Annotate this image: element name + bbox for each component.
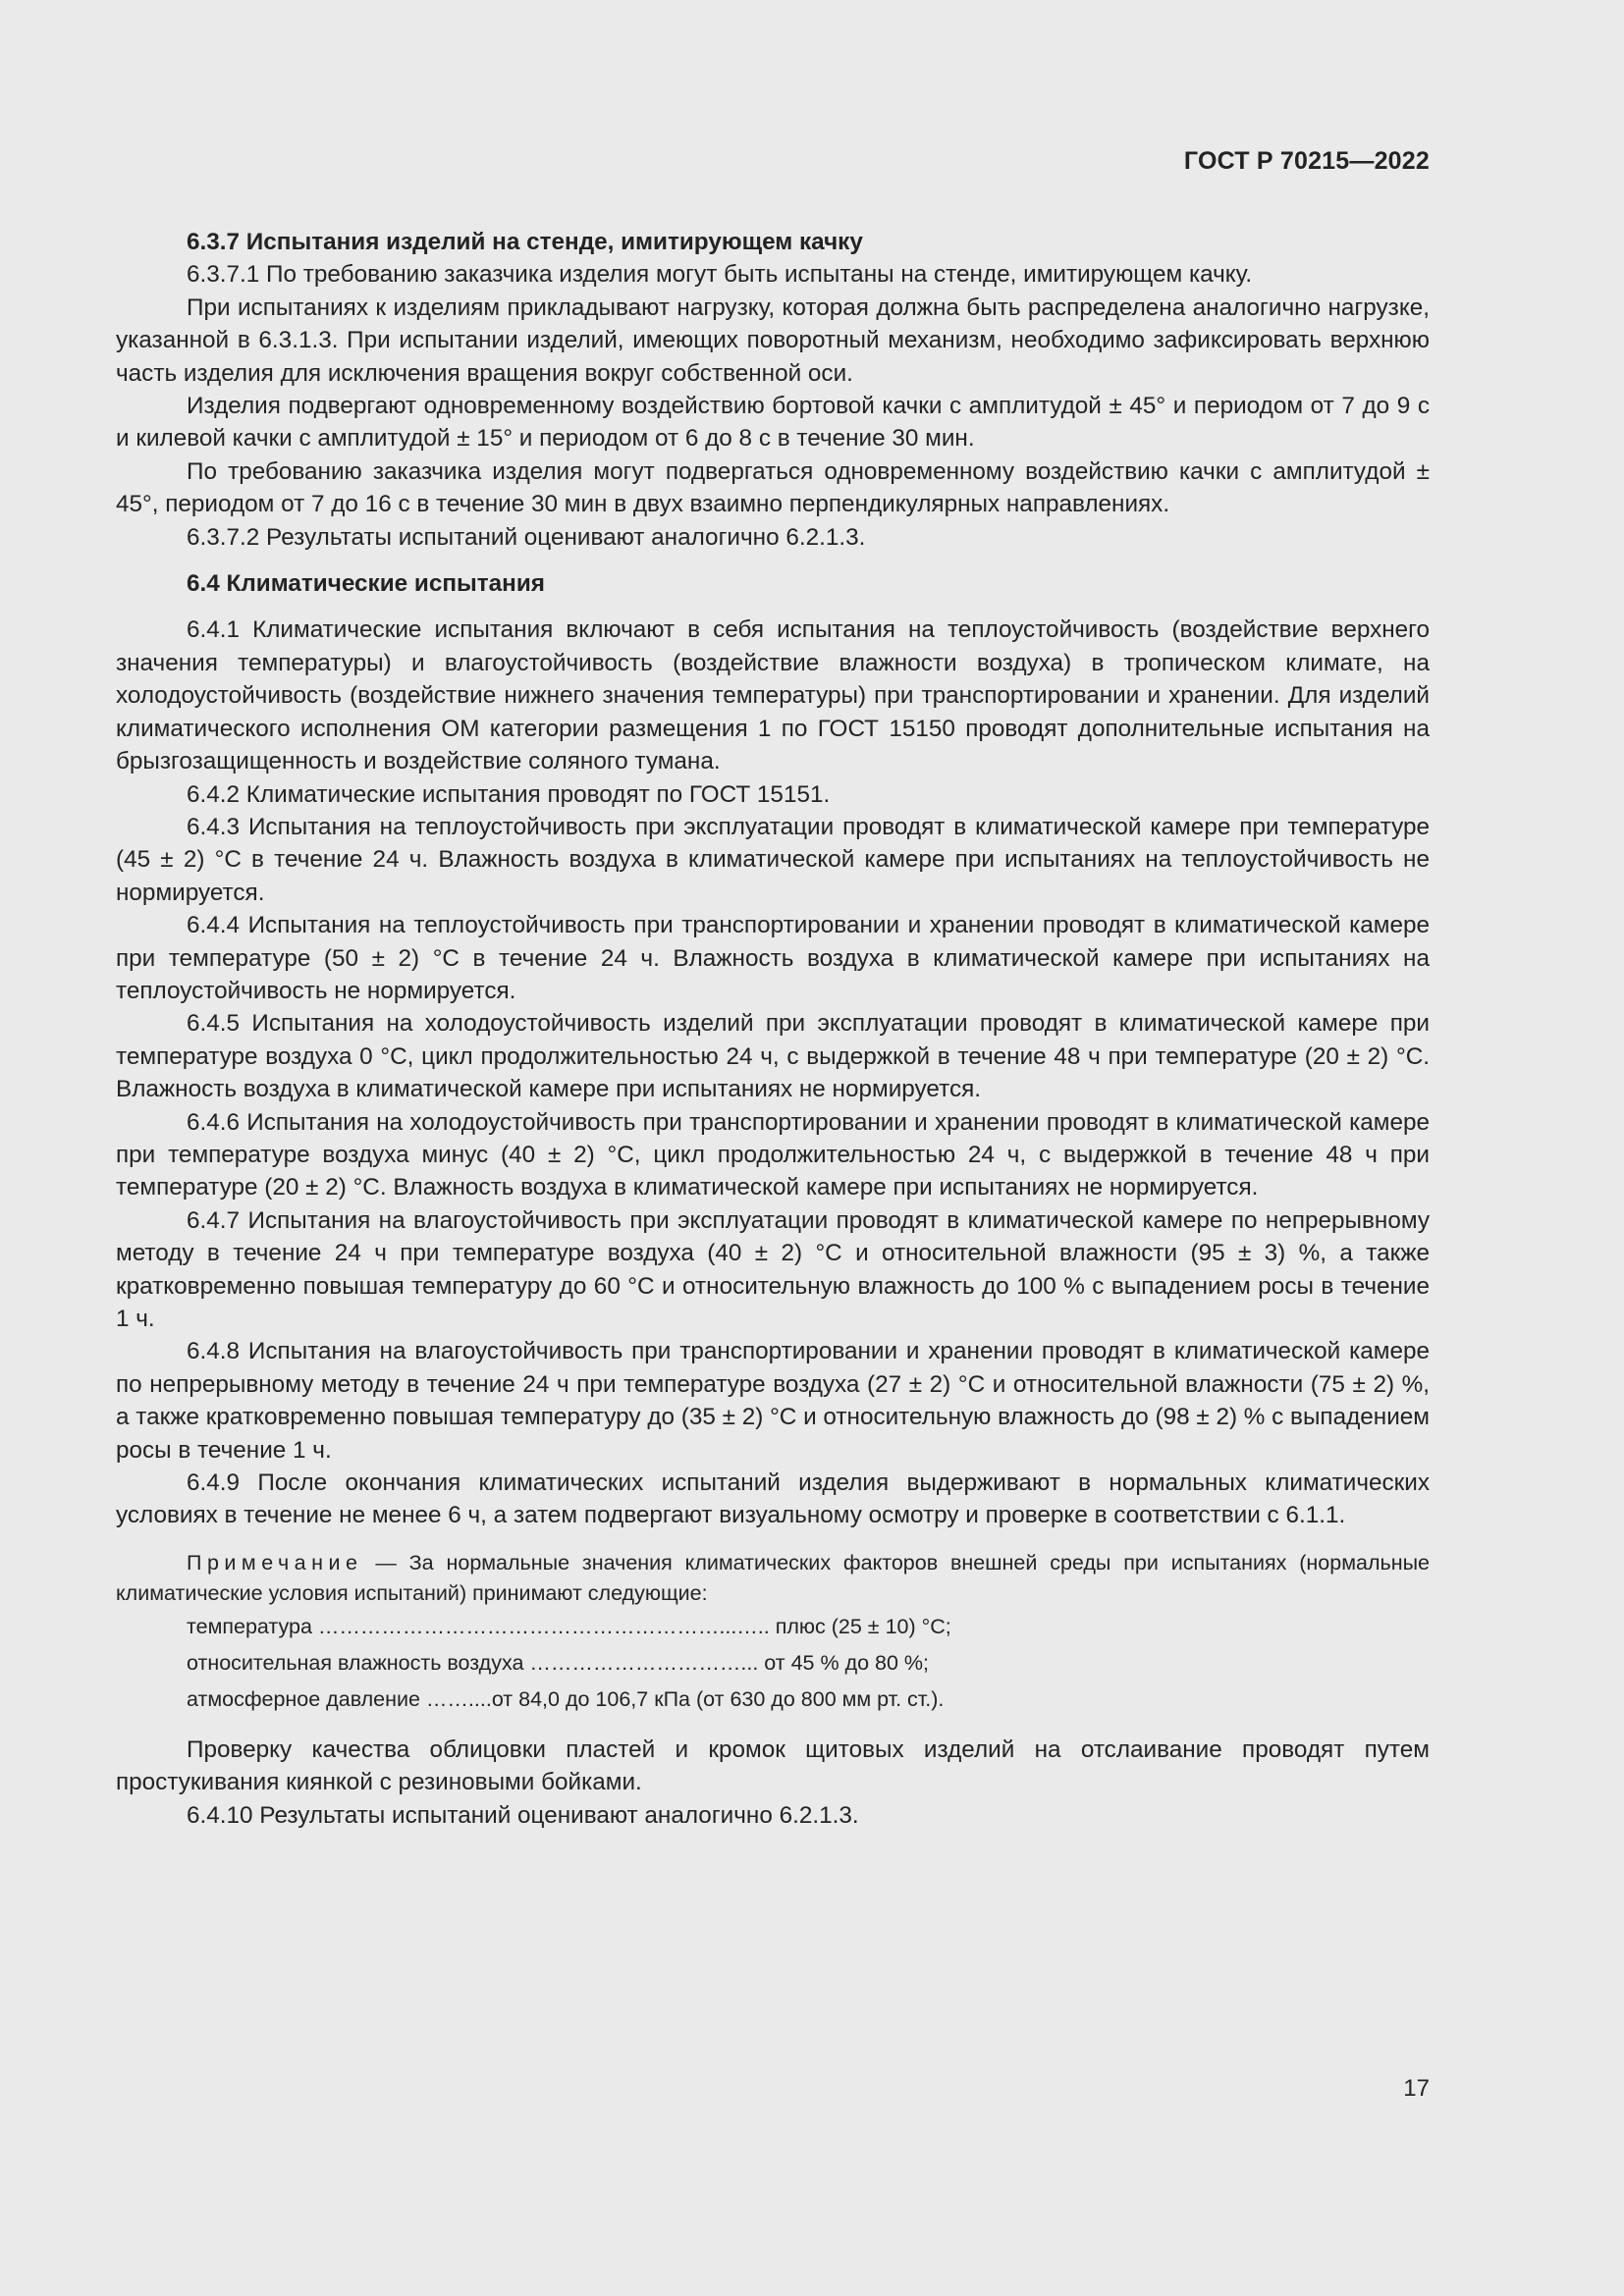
- paragraph-load: При испытаниях к изделиям прикладывают нагрузку, которая должна быть распределена аналогично нагрузке, указанной в 6.3.1.3. При испытании изделий, имеющих поворотный механизм, необходимо зафиксировать верхнюю часть изделия для исключения вращения вокруг собственной оси.: [116, 294, 1430, 387]
- note-item-humidity: относительная влажность воздуха …………………………... от 45 % до 80 %;: [187, 1650, 930, 1675]
- paragraph-6-3-7-1: 6.3.7.1 По требованию заказчика изделия могут быть испытаны на стенде, имитирующем качку.: [187, 261, 1253, 289]
- paragraph-6-4-2: 6.4.2 Климатические испытания проводят по ГОСТ 15151.: [187, 780, 831, 808]
- note-paragraph: [116, 1548, 1430, 1609]
- paragraph-6-4-9: 6.4.9 После окончания климатических испытаний изделия выдерживают в нормальных климатических условиях в течение не менее 6 ч, а затем подвергают визуальному осмотру и проверке в соответствии с 6.1.1.: [116, 1469, 1430, 1529]
- paragraph-6-4-8: 6.4.8 Испытания на влагоустойчивость при транспортировании и хранении проводят в климатической камере по непрерывному методу в течение 24 ч при температуре воздуха (27 ± 2) °С и относительной влажности (75 ± 2) %, а также кратковременно повышая температуру до (35 ± 2) °С и относительную влажность до (98 ± 2) % с выпадением росы в течение 1 ч.: [116, 1338, 1430, 1464]
- note-text: — За нормальные значения климатических факторов внешней среды при испытаниях (нормальные климатические условия испытаний) принимают следующие:: [116, 1550, 1430, 1605]
- section-heading-6-3-7: 6.3.7 Испытания изделий на стенде, имитирующем качку: [187, 229, 863, 255]
- note-item-pressure: атмосферное давление ……....от 84,0 до 106,7 кПа (от 630 до 800 мм рт. ст.).: [187, 1686, 945, 1711]
- page-number: 17: [1403, 2075, 1430, 2102]
- paragraph-6-4-4: 6.4.4 Испытания на теплоустойчивость при транспортировании и хранении проводят в климатической камере при температуре (50 ± 2) °С в течение 24 ч. Влажность воздуха в климатической камере при испытаниях на теплоустойчивость не нормируется.: [116, 912, 1430, 1004]
- paragraph-6-4-10: 6.4.10 Результаты испытаний оценивают аналогично 6.2.1.3.: [187, 1801, 859, 1829]
- paragraph-6-4-3: 6.4.3 Испытания на теплоустойчивость при эксплуатации проводят в климатической камере при температуре (45 ± 2) °С в течение 24 ч. Влажность воздуха в климатической камере при испытаниях на теплоустойчивость не нормируется.: [116, 813, 1430, 906]
- paragraph-6-4-7: 6.4.7 Испытания на влагоустойчивость при эксплуатации проводят в климатической камере по непрерывному методу в течение 24 ч при температуре воздуха (40 ± 2) °С и относительной влажности (95 ± 3) %, а также кратковременно повышая температуру до 60 °С и относительную влажность до 100 % с выпадением росы в течение 1 ч.: [116, 1206, 1430, 1332]
- paragraph-customer-roll: По требованию заказчика изделия могут подвергаться одновременному воздействию качки с амплитудой ± 45°, периодом от 7 до 16 с в течение 30 мин в двух взаимно перпендикулярных направлениях.: [116, 457, 1430, 518]
- paragraph-6-4-1: 6.4.1 Климатические испытания включают в себя испытания на теплоустойчивость (воздействие верхнего значения температуры) и влагоустойчивость (воздействие влажности воздуха) в тропическом климате, на холодоустойчивость (воздействие нижнего значения температуры) при транспортировании и хранении. Для изделий климатического исполнения ОМ категории размещения 1 по ГОСТ 15150 проводят дополнительные испытания на брызгозащищенность и воздействие соляного тумана.: [116, 616, 1430, 775]
- paragraph-roll: Изделия подвергают одновременному воздействию бортовой качки с амплитудой ± 45° и периодом от 7 до 9 с и килевой качки с амплитудой ± 15° и периодом от 6 до 8 с в течение 30 мин.: [116, 393, 1430, 453]
- note-item-temperature: температура …………………………………………………...….. плюс (25 ± 10) °С;: [187, 1614, 951, 1638]
- paragraph-6-4-6: 6.4.6 Испытания на холодоустойчивость при транспортировании и хранении проводят в климатической камере при температуре воздуха минус (40 ± 2) °С, цикл продолжительностью 24 ч, с выдержкой в течение 48 ч при температуре (20 ± 2) °С. Влажность воздуха в климатической камере при испытаниях не нормируется.: [116, 1108, 1430, 1201]
- paragraph-6-4-5: 6.4.5 Испытания на холодоустойчивость изделий при эксплуатации проводят в климатической камере при температуре воздуха 0 °С, цикл продолжительностью 24 ч, с выдержкой в течение 48 ч при температуре (20 ± 2) °С. Влажность воздуха в климатической камере при испытаниях не нормируется.: [116, 1010, 1430, 1103]
- page-content: [116, 226, 1430, 1832]
- document-page: [116, 0, 1430, 2296]
- paragraph-cladding: Проверку качества облицовки пластей и кромок щитовых изделий на отслаивание проводят путем простукивания киянкой с резиновыми бойками.: [116, 1735, 1430, 1796]
- note-label: Примечание: [187, 1550, 363, 1575]
- document-code: ГОСТ Р 70215—2022: [1183, 147, 1430, 175]
- section-heading-6-4: 6.4 Климатические испытания: [187, 570, 545, 598]
- paragraph-6-3-7-2: 6.3.7.2 Результаты испытаний оценивают аналогично 6.2.1.3.: [187, 523, 866, 551]
